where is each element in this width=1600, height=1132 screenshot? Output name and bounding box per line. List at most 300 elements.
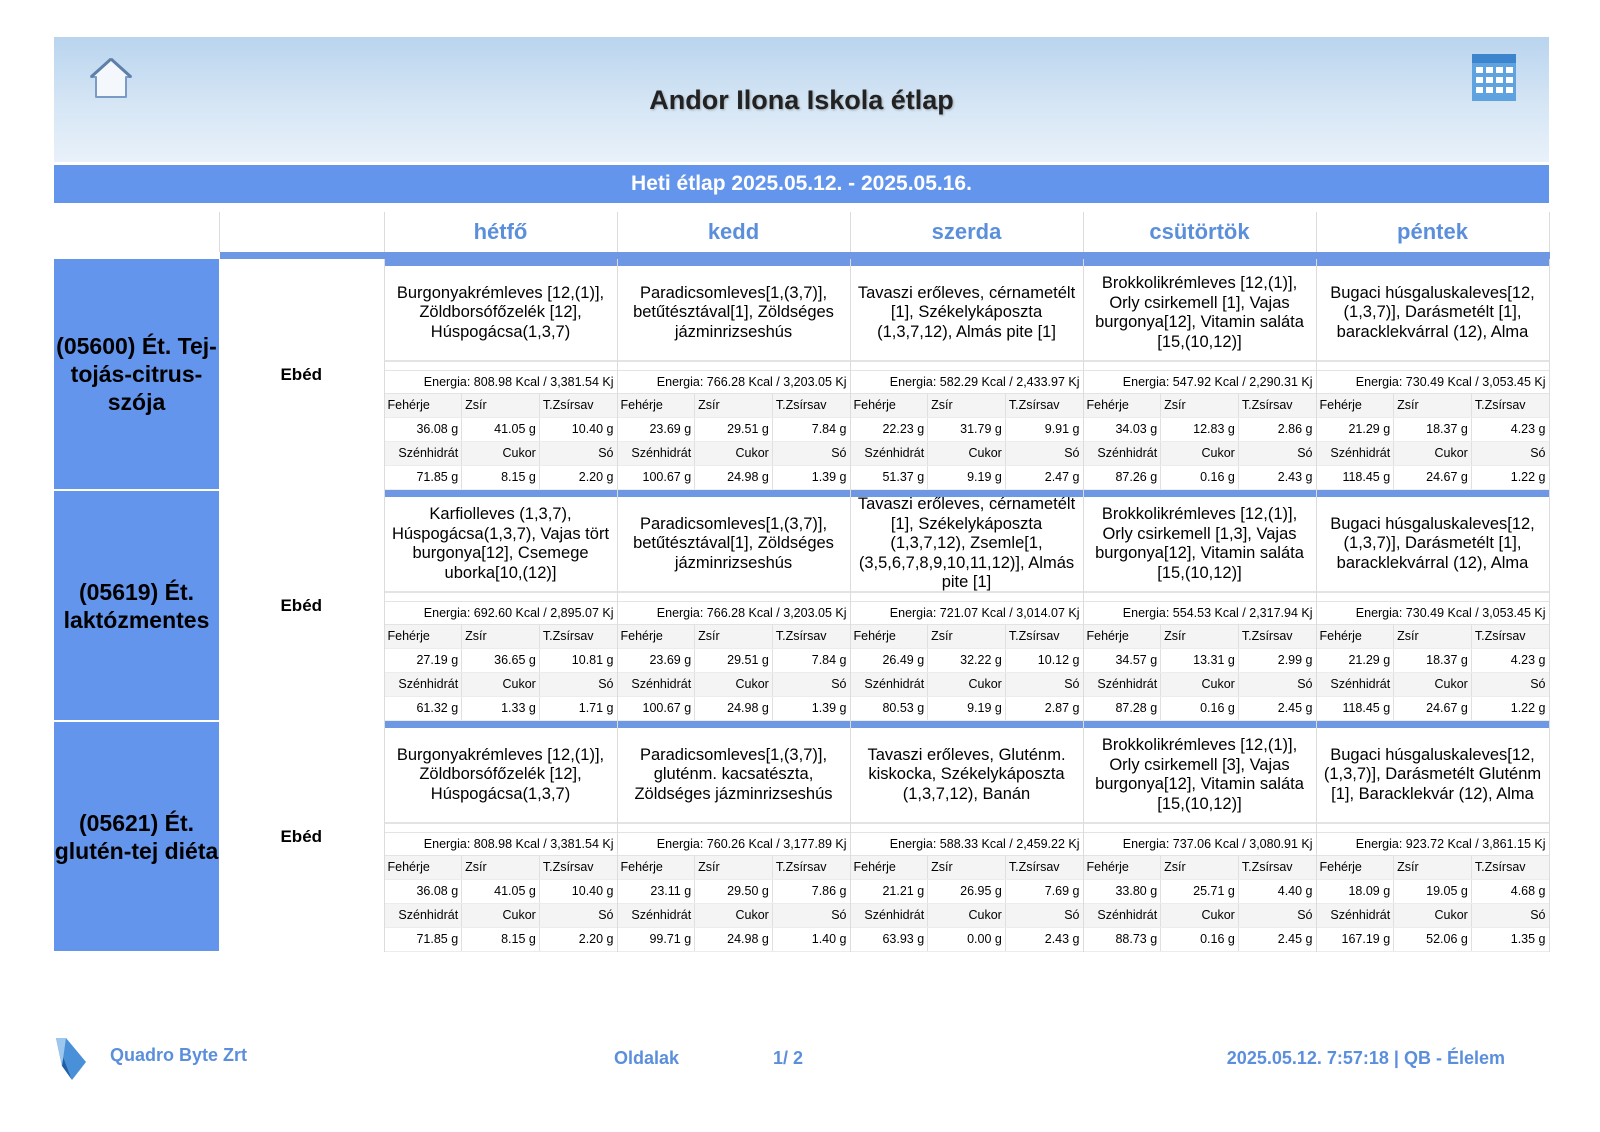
dish-text: Tavaszi erőleves, cérnametélt [1], Székelykáposzta (1,3,7,12), Almás pite [1] — [851, 259, 1083, 362]
nutrient-label: Só — [598, 446, 614, 460]
day-cell-thursday — [1083, 490, 1316, 721]
nutrient-label: Cukor — [695, 442, 773, 465]
dish-text: Bugaci húsgaluskaleves[12, (1,3,7)], Darásmetélt Gluténm [1], Baracklekvár (12), Alma — [1317, 721, 1549, 824]
nutrient-label: Fehérje — [618, 625, 696, 648]
nutrient-label: Fehérje — [385, 394, 463, 417]
nutrient-label: Zsír — [695, 856, 773, 879]
nutrient-label-row — [618, 625, 850, 649]
nutrient-label: Zsír — [928, 394, 1006, 417]
corner-cell — [54, 212, 219, 256]
meal-label: Ebéd — [219, 721, 384, 952]
nutrient-value-row — [851, 880, 1083, 904]
nutrient-label-row — [385, 442, 617, 466]
nutrient-label: Zsír — [462, 625, 540, 648]
nutrient-label: Fehérje — [618, 394, 696, 417]
nutrient-label: Cukor — [1161, 904, 1239, 927]
cell-divider — [851, 824, 1083, 833]
nutrient-label: Fehérje — [1317, 856, 1395, 879]
nutrient-label: T.Zsírsav — [775, 860, 827, 874]
nutrient-label-row — [385, 856, 617, 880]
nutrient-value: 24.67 g — [1394, 697, 1472, 720]
day-cell-wednesday — [850, 490, 1083, 721]
nutrient-value: 36.08 g — [385, 418, 463, 441]
nutrient-label: Zsír — [1394, 625, 1472, 648]
nutrient-label: Cukor — [1394, 673, 1472, 696]
day-cell-tuesday — [617, 721, 850, 952]
nutrient-value: 2.43 g — [1277, 470, 1313, 484]
nutrient-value: 19.05 g — [1394, 880, 1472, 903]
nutrient-label-row — [1084, 856, 1316, 880]
nutrient-label: Szénhidrát — [385, 442, 463, 465]
nutrient-label: Szénhidrát — [385, 904, 463, 927]
dish-text: Brokkolikrémleves [12,(1)], Orly csirkemell [1,3], Vajas burgonya[12], Vitamin saláta [15,(10,12)] — [1084, 490, 1316, 593]
nutrient-value: 9.19 g — [928, 697, 1006, 720]
nutrient-value: 1.35 g — [1510, 932, 1546, 946]
nutrient-value-row — [385, 649, 617, 673]
nutrient-value: 167.19 g — [1317, 928, 1395, 951]
meal-label: Ebéd — [219, 256, 384, 491]
nutrient-value-row — [385, 880, 617, 904]
nutrient-label-row — [851, 856, 1083, 880]
cell-divider — [385, 362, 617, 371]
nutrient-label: Zsír — [1161, 856, 1239, 879]
nutrient-label-row — [1084, 904, 1316, 928]
nutrient-label-row — [1084, 673, 1316, 697]
nutrient-label-row — [1084, 394, 1316, 418]
nutrient-value: 8.15 g — [462, 928, 540, 951]
nutrient-value: 12.83 g — [1161, 418, 1239, 441]
nutrient-label: Szénhidrát — [618, 904, 696, 927]
nutrient-value: 7.84 g — [811, 653, 847, 667]
nutrient-label: Só — [1064, 446, 1080, 460]
nutrient-value: 1.71 g — [578, 701, 614, 715]
nutrient-value: 22.23 g — [851, 418, 929, 441]
calendar-icon[interactable] — [1471, 53, 1517, 103]
nutrient-label: Zsír — [462, 856, 540, 879]
cell-divider — [618, 824, 850, 833]
footer-timestamp: 2025.05.12. 7:57:18 | QB - Élelem — [1226, 1048, 1505, 1068]
nutrient-value: 2.86 g — [1277, 422, 1313, 436]
energy-value: Energia: 588.33 Kcal / 2,459.22 Kj — [851, 833, 1083, 856]
nutrient-label: Szénhidrát — [1084, 904, 1162, 927]
nutrient-label: Cukor — [1161, 673, 1239, 696]
cell-divider — [1317, 362, 1549, 371]
nutrient-label: Só — [598, 677, 614, 691]
nutrient-label: T.Zsírsav — [1008, 860, 1060, 874]
nutrient-value-row — [1317, 928, 1549, 952]
nutrient-label: Szénhidrát — [1317, 904, 1395, 927]
nutrient-value: 1.22 g — [1510, 701, 1546, 715]
day-header-friday: péntek — [1316, 212, 1549, 256]
energy-value: Energia: 808.98 Kcal / 3,381.54 Kj — [385, 371, 617, 394]
nutrient-value-row — [618, 928, 850, 952]
nutrient-label-row — [1317, 673, 1549, 697]
nutrient-value-row — [385, 418, 617, 442]
nutrient-label: Zsír — [695, 394, 773, 417]
nutrient-label: T.Zsírsav — [542, 398, 594, 412]
nutrient-label: T.Zsírsav — [1474, 860, 1526, 874]
day-header-thursday: csütörtök — [1083, 212, 1316, 256]
nutrient-label-row — [1084, 625, 1316, 649]
nutrient-label: Fehérje — [1084, 394, 1162, 417]
nutrient-value: 2.20 g — [578, 932, 614, 946]
nutrient-value: 10.40 g — [571, 884, 614, 898]
day-cell-tuesday — [617, 256, 850, 491]
cell-divider — [1317, 824, 1549, 833]
nutrient-value: 88.73 g — [1084, 928, 1162, 951]
nutrient-value: 4.23 g — [1510, 422, 1546, 436]
nutrient-label: T.Zsírsav — [1241, 860, 1293, 874]
diet-row — [54, 490, 1549, 721]
nutrient-label: Cukor — [1161, 442, 1239, 465]
menu-table — [54, 212, 1550, 953]
footer-company: Quadro Byte Zrt — [110, 1045, 248, 1065]
cell-divider — [1084, 362, 1316, 371]
nutrient-label: Szénhidrát — [1084, 673, 1162, 696]
nutrient-value: 100.67 g — [618, 466, 696, 489]
dish-text: Paradicsomleves[1,(3,7)], betűtésztával[1], Zöldséges jázminrizseshús — [618, 490, 850, 593]
nutrient-value: 2.43 g — [1044, 932, 1080, 946]
nutrient-value: 32.22 g — [928, 649, 1006, 672]
nutrient-label: Só — [1297, 908, 1313, 922]
nutrient-value-row — [1084, 880, 1316, 904]
nutrient-label: Só — [598, 908, 614, 922]
nutrient-value-row — [1084, 649, 1316, 673]
nutrient-label: T.Zsírsav — [1008, 398, 1060, 412]
nutrient-label: T.Zsírsav — [1474, 629, 1526, 643]
nutrient-label-row — [1317, 856, 1549, 880]
nutrient-value: 7.86 g — [811, 884, 847, 898]
nutrient-label: Szénhidrát — [851, 442, 929, 465]
diet-name: (05621) Ét. glutén-tej diéta — [54, 721, 219, 952]
nutrient-value: 51.37 g — [851, 466, 929, 489]
nutrient-value: 26.95 g — [928, 880, 1006, 903]
dish-text: Paradicsomleves[1,(3,7)], betűtésztával[1], Zöldséges jázminrizseshús — [618, 259, 850, 362]
nutrient-label: Fehérje — [1084, 625, 1162, 648]
energy-value: Energia: 547.92 Kcal / 2,290.31 Kj — [1084, 371, 1316, 394]
nutrient-label: Zsír — [1161, 625, 1239, 648]
quadro-byte-logo-icon — [52, 1036, 88, 1082]
nutrient-value: 25.71 g — [1161, 880, 1239, 903]
energy-value: Energia: 766.28 Kcal / 3,203.05 Kj — [618, 602, 850, 625]
nutrient-label-row — [385, 394, 617, 418]
nutrient-value: 7.69 g — [1044, 884, 1080, 898]
nutrient-label: Fehérje — [385, 856, 463, 879]
nutrient-label-row — [1317, 394, 1549, 418]
cell-divider — [385, 824, 617, 833]
nutrient-label-row — [618, 904, 850, 928]
nutrient-value: 34.57 g — [1084, 649, 1162, 672]
nutrient-value: 0.16 g — [1161, 928, 1239, 951]
nutrient-value: 21.21 g — [851, 880, 929, 903]
nutrient-value: 23.11 g — [618, 880, 696, 903]
nutrient-label: Zsír — [1394, 394, 1472, 417]
nutrient-value: 27.19 g — [385, 649, 463, 672]
nutrient-value-row — [618, 880, 850, 904]
dish-text: Burgonyakrémleves [12,(1)], Zöldborsófőzelék [12], Húspogácsa(1,3,7) — [385, 259, 617, 362]
nutrient-label: T.Zsírsav — [1241, 398, 1293, 412]
nutrient-label: Só — [831, 677, 847, 691]
nutrient-value: 100.67 g — [618, 697, 696, 720]
nutrient-value: 0.16 g — [1161, 466, 1239, 489]
nutrient-label: Só — [1064, 908, 1080, 922]
nutrient-value: 41.05 g — [462, 880, 540, 903]
dish-text: Tavaszi erőleves, Gluténm. kiskocka, Székelykáposzta (1,3,7,12), Banán — [851, 721, 1083, 824]
energy-value: Energia: 737.06 Kcal / 3,080.91 Kj — [1084, 833, 1316, 856]
nutrient-value-row — [1084, 697, 1316, 721]
nutrient-label: Cukor — [1394, 442, 1472, 465]
day-cell-tuesday — [617, 490, 850, 721]
nutrient-value: 52.06 g — [1394, 928, 1472, 951]
nutrient-value-row — [1317, 649, 1549, 673]
nutrient-value-row — [851, 697, 1083, 721]
nutrient-value: 23.69 g — [618, 649, 696, 672]
dish-text: Brokkolikrémleves [12,(1)], Orly csirkemell [1], Vajas burgonya[12], Vitamin saláta [15,(10,12)] — [1084, 259, 1316, 362]
nutrient-label: Zsír — [1394, 856, 1472, 879]
day-cell-wednesday — [850, 721, 1083, 952]
nutrient-value: 1.22 g — [1510, 470, 1546, 484]
nutrient-value-row — [618, 418, 850, 442]
nutrient-value: 9.19 g — [928, 466, 1006, 489]
energy-value: Energia: 554.53 Kcal / 2,317.94 Kj — [1084, 602, 1316, 625]
nutrient-label: Só — [831, 446, 847, 460]
nutrient-value: 61.32 g — [385, 697, 463, 720]
dish-text: Tavaszi erőleves, cérnametélt [1], Székelykáposzta (1,3,7,12), Zsemle[1, (3,5,6,7,8,9,10,11,12)], Almás pite [1] — [851, 490, 1083, 593]
nutrient-value: 4.40 g — [1277, 884, 1313, 898]
nutrient-value: 0.16 g — [1161, 697, 1239, 720]
nutrient-label: Szénhidrát — [1317, 442, 1395, 465]
page-title: Andor Ilona Iskola étlap — [649, 85, 954, 115]
nutrient-value: 24.67 g — [1394, 466, 1472, 489]
nutrient-label-row — [1317, 625, 1549, 649]
nutrient-label: T.Zsírsav — [1008, 629, 1060, 643]
diet-row — [54, 721, 1549, 952]
nutrient-label-row — [618, 673, 850, 697]
nutrient-value: 9.91 g — [1044, 422, 1080, 436]
nutrient-label: Zsír — [928, 856, 1006, 879]
energy-value: Energia: 721.07 Kcal / 3,014.07 Kj — [851, 602, 1083, 625]
day-cell-monday — [384, 256, 617, 491]
nutrient-value-row — [1084, 928, 1316, 952]
nutrient-value: 1.39 g — [811, 470, 847, 484]
nutrient-label: Szénhidrát — [851, 904, 929, 927]
nutrient-label: T.Zsírsav — [1241, 629, 1293, 643]
page-header — [54, 37, 1549, 162]
nutrient-value: 36.08 g — [385, 880, 463, 903]
nutrient-value: 87.26 g — [1084, 466, 1162, 489]
dish-text: Bugaci húsgaluskaleves[12, (1,3,7)], Darásmetélt [1], baracklekvárral (12), Alma — [1317, 490, 1549, 593]
nutrient-label: Fehérje — [1084, 856, 1162, 879]
nutrient-value-row — [385, 466, 617, 490]
nutrient-label: Cukor — [695, 673, 773, 696]
cell-divider — [1084, 593, 1316, 602]
nutrient-value: 36.65 g — [462, 649, 540, 672]
nutrient-value-row — [1317, 466, 1549, 490]
nutrient-value: 2.45 g — [1277, 932, 1313, 946]
nutrient-value: 87.28 g — [1084, 697, 1162, 720]
nutrient-value-row — [851, 418, 1083, 442]
nutrient-label: Szénhidrát — [851, 673, 929, 696]
nutrient-label: Zsír — [928, 625, 1006, 648]
nutrient-label: Só — [1064, 677, 1080, 691]
energy-value: Energia: 730.49 Kcal / 3,053.45 Kj — [1317, 602, 1549, 625]
day-header-monday: hétfő — [384, 212, 617, 256]
nutrient-label: T.Zsírsav — [775, 398, 827, 412]
energy-value: Energia: 923.72 Kcal / 3,861.15 Kj — [1317, 833, 1549, 856]
nutrient-label: Fehérje — [385, 625, 463, 648]
nutrient-value: 24.98 g — [695, 697, 773, 720]
diet-row — [54, 256, 1549, 491]
nutrient-value-row — [385, 697, 617, 721]
nutrient-label-row — [385, 904, 617, 928]
nutrient-label: Cukor — [928, 904, 1006, 927]
nutrient-label: Szénhidrát — [618, 673, 696, 696]
nutrient-label: Cukor — [1394, 904, 1472, 927]
nutrient-value: 33.80 g — [1084, 880, 1162, 903]
nutrient-label: Cukor — [928, 673, 1006, 696]
nutrient-label: Szénhidrát — [618, 442, 696, 465]
day-cell-friday — [1316, 490, 1549, 721]
nutrient-label-row — [1317, 904, 1549, 928]
nutrient-label: Zsír — [695, 625, 773, 648]
nutrient-label: Szénhidrát — [1084, 442, 1162, 465]
nutrient-value: 24.98 g — [695, 928, 773, 951]
nutrient-value: 63.93 g — [851, 928, 929, 951]
corner-cell — [219, 212, 384, 256]
nutrient-value: 29.51 g — [695, 649, 773, 672]
nutrient-label: Cukor — [928, 442, 1006, 465]
nutrient-label: Fehérje — [618, 856, 696, 879]
nutrient-label: Fehérje — [851, 625, 929, 648]
nutrient-label: Cukor — [462, 673, 540, 696]
nutrient-value-row — [1084, 418, 1316, 442]
nutrient-label: Só — [1297, 677, 1313, 691]
nutrient-value: 2.47 g — [1044, 470, 1080, 484]
nutrient-value-row — [618, 649, 850, 673]
nutrient-value: 99.71 g — [618, 928, 696, 951]
nutrient-label-row — [1084, 442, 1316, 466]
day-header-row — [54, 212, 1549, 256]
energy-value: Energia: 766.28 Kcal / 3,203.05 Kj — [618, 371, 850, 394]
day-cell-monday — [384, 490, 617, 721]
nutrient-value: 18.37 g — [1394, 418, 1472, 441]
nutrient-value: 2.45 g — [1277, 701, 1313, 715]
nutrient-label: Fehérje — [1317, 394, 1395, 417]
nutrient-label: Szénhidrát — [385, 673, 463, 696]
day-cell-thursday — [1083, 256, 1316, 491]
energy-value: Energia: 808.98 Kcal / 3,381.54 Kj — [385, 833, 617, 856]
nutrient-label: Fehérje — [851, 394, 929, 417]
nutrient-label-row — [385, 673, 617, 697]
energy-value: Energia: 692.60 Kcal / 2,895.07 Kj — [385, 602, 617, 625]
nutrient-value: 13.31 g — [1161, 649, 1239, 672]
dish-text: Karfiolleves (1,3,7), Húspogácsa(1,3,7), Vajas tört burgonya[12], Csemege uborka[10,(12)] — [385, 490, 617, 593]
nutrient-value: 118.45 g — [1317, 466, 1395, 489]
nutrient-label: Fehérje — [1317, 625, 1395, 648]
nutrient-value: 1.33 g — [462, 697, 540, 720]
nutrient-label: T.Zsírsav — [775, 629, 827, 643]
nutrient-label: Cukor — [462, 442, 540, 465]
cell-divider — [618, 593, 850, 602]
day-cell-wednesday — [850, 256, 1083, 491]
nutrient-label: Só — [1530, 908, 1546, 922]
cell-divider — [851, 593, 1083, 602]
nutrient-value: 18.09 g — [1317, 880, 1395, 903]
nutrient-label: Zsír — [462, 394, 540, 417]
nutrient-value-row — [1317, 880, 1549, 904]
footer-page-count: 1/ 2 — [773, 1048, 804, 1068]
nutrient-value: 24.98 g — [695, 466, 773, 489]
nutrient-label: T.Zsírsav — [542, 860, 594, 874]
nutrient-label: Só — [1297, 446, 1313, 460]
nutrient-value: 10.81 g — [571, 653, 614, 667]
nutrient-label-row — [618, 394, 850, 418]
nutrient-label: Fehérje — [851, 856, 929, 879]
nutrient-value-row — [618, 697, 850, 721]
nutrient-value: 7.84 g — [811, 422, 847, 436]
nutrient-label: Só — [831, 908, 847, 922]
nutrient-label-row — [851, 673, 1083, 697]
nutrient-label-row — [851, 625, 1083, 649]
nutrient-label-row — [851, 394, 1083, 418]
nutrient-label: Só — [1530, 677, 1546, 691]
nutrient-label-row — [851, 904, 1083, 928]
nutrient-value-row — [851, 928, 1083, 952]
cell-divider — [1084, 824, 1316, 833]
nutrient-label-row — [618, 442, 850, 466]
nutrient-value: 10.12 g — [1037, 653, 1080, 667]
nutrient-value: 23.69 g — [618, 418, 696, 441]
day-header-wednesday: szerda — [850, 212, 1083, 256]
nutrient-value-row — [851, 649, 1083, 673]
cell-divider — [1317, 593, 1549, 602]
dish-text: Brokkolikrémleves [12,(1)], Orly csirkemell [3], Vajas burgonya[12], Vitamin saláta [15,(10,12)] — [1084, 721, 1316, 824]
nutrient-value: 4.23 g — [1510, 653, 1546, 667]
nutrient-label-row — [618, 856, 850, 880]
nutrient-value: 1.40 g — [811, 932, 847, 946]
nutrient-value: 2.99 g — [1277, 653, 1313, 667]
day-header-tuesday: kedd — [617, 212, 850, 256]
nutrient-value-row — [618, 466, 850, 490]
energy-value: Energia: 582.29 Kcal / 2,433.97 Kj — [851, 371, 1083, 394]
nutrient-label: Cukor — [462, 904, 540, 927]
diet-name: (05619) Ét. laktózmentes — [54, 490, 219, 721]
day-cell-friday — [1316, 721, 1549, 952]
nutrient-label-row — [385, 625, 617, 649]
cell-divider — [851, 362, 1083, 371]
nutrient-value: 71.85 g — [385, 928, 463, 951]
nutrient-label: Szénhidrát — [1317, 673, 1395, 696]
nutrient-value: 10.40 g — [571, 422, 614, 436]
cell-divider — [385, 593, 617, 602]
nutrient-value-row — [1084, 466, 1316, 490]
nutrient-value: 80.53 g — [851, 697, 929, 720]
nutrient-value: 29.51 g — [695, 418, 773, 441]
nutrient-value-row — [385, 928, 617, 952]
day-cell-friday — [1316, 256, 1549, 491]
cell-divider — [618, 362, 850, 371]
nutrient-label-row — [1317, 442, 1549, 466]
dish-text: Paradicsomleves[1,(3,7)], gluténm. kacsatészta, Zöldséges jázminrizseshús — [618, 721, 850, 824]
nutrient-value: 2.87 g — [1044, 701, 1080, 715]
nutrient-label: T.Zsírsav — [1474, 398, 1526, 412]
nutrient-label: Zsír — [1161, 394, 1239, 417]
footer-pages-label: Oldalak — [614, 1048, 680, 1068]
nutrient-value: 34.03 g — [1084, 418, 1162, 441]
energy-value: Energia: 730.49 Kcal / 3,053.45 Kj — [1317, 371, 1549, 394]
nutrient-value: 21.29 g — [1317, 418, 1395, 441]
nutrient-label: T.Zsírsav — [542, 629, 594, 643]
